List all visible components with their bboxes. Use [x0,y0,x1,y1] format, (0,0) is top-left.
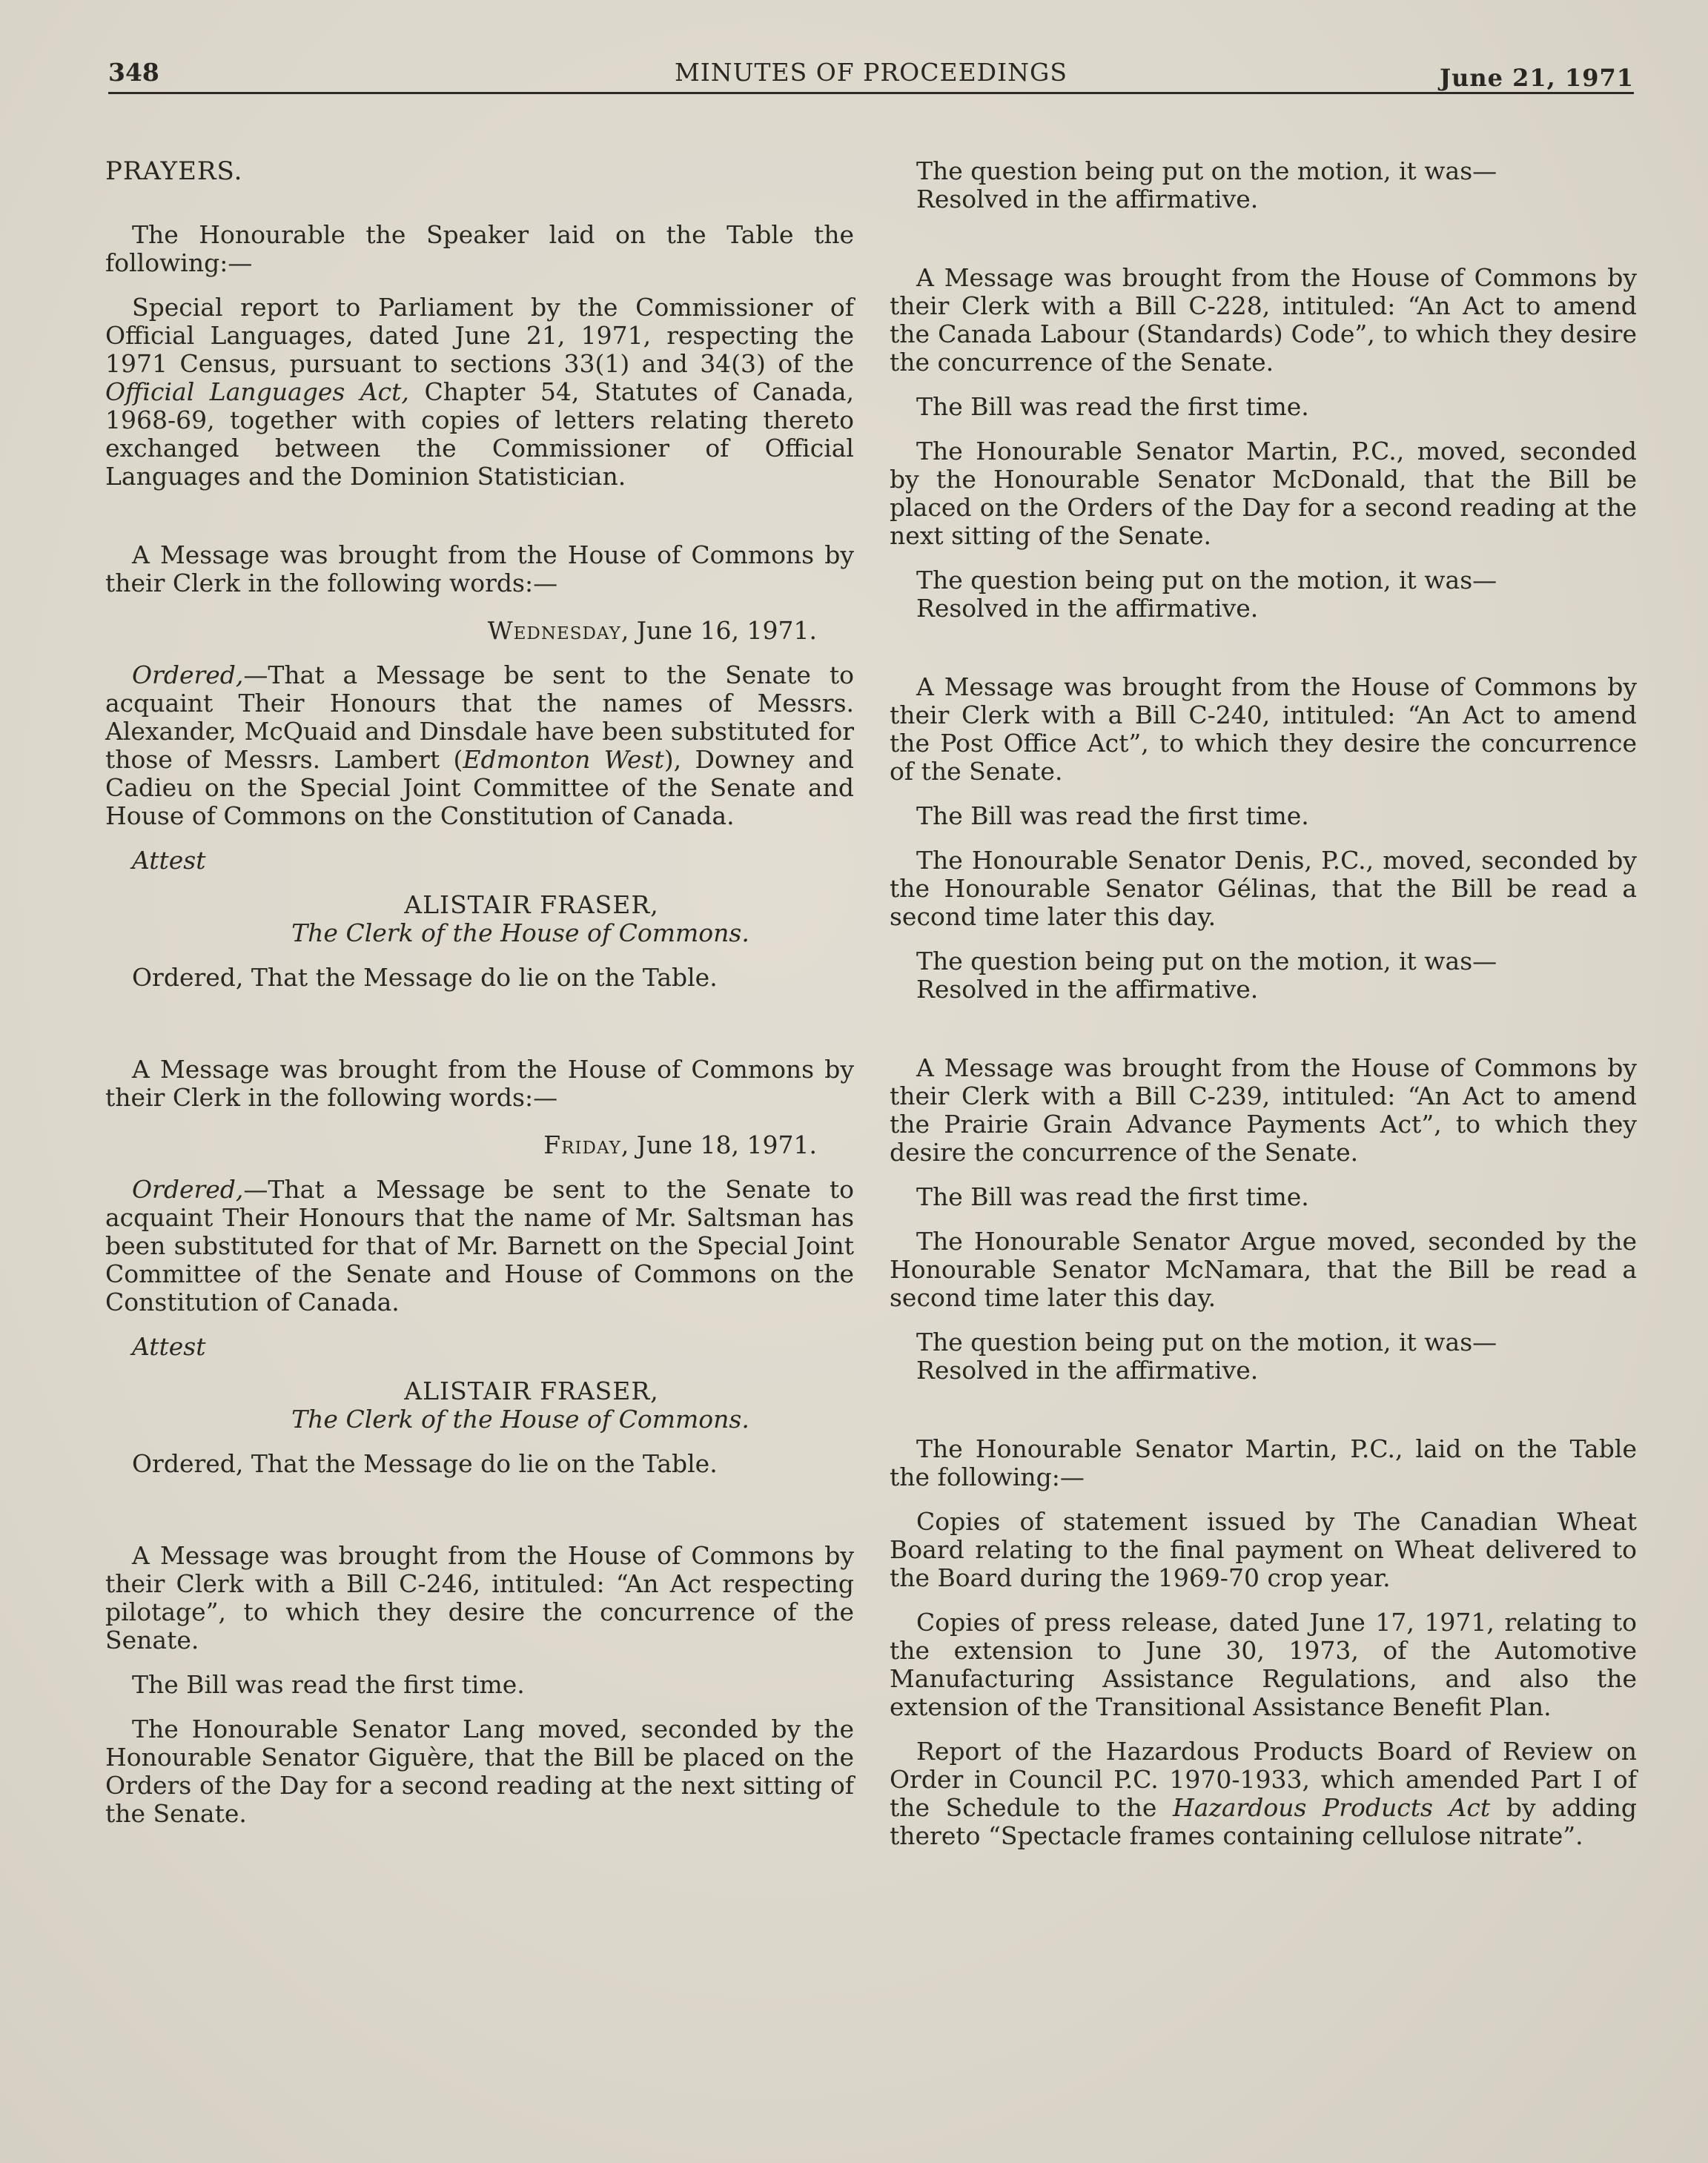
signature-name: ALISTAIR FRASER, [404,890,659,919]
act-title: Hazardous Products Act [1172,1793,1491,1822]
first-reading-paragraph: The Bill was read the first time. [916,392,1309,421]
right-column [890,157,1637,1850]
attest-label: Attest [132,1332,206,1361]
ordered-lie-paragraph: Ordered, That the Message do lie on the Table. [132,963,718,992]
message-2-date: Friday, June 18, 1971. [543,1130,817,1159]
question-line: The question being put on the motion, it was— [916,156,1497,185]
resolved-line: Resolved in the affirmative. [916,185,1259,213]
message-2-body: Ordered,—That a Message be sent to the Senate to acquaint Their Honours that the name of Mr. Saltsman has been substituted for that of Mr. Barnett on the Special Joint Committee of the Senate and House of Commons on the Constitution of Canada. [105,1175,854,1316]
ordered-lie-paragraph: Ordered, That the Message do lie on the Table. [132,1449,718,1478]
special-report-paragraph: Special report to Parliament by the Commissioner of Official Languages, dated June 21, 1971, respecting the 1971 Census, pursuant to sections 33(1) and 34(3) of the Official Languages Act, Chapter 54, Statutes of Canada, 1968-69, together with copies of letters relating thereto exchanged between the Commissioner of Official Languages and the Dominion Statistician. [105,293,854,491]
speaker-laid-paragraph: The Honourable the Speaker laid on the Table the following:— [105,220,854,277]
message-4-intro: A Message was brought from the House of Commons by their Clerk with a Bill C-228, intituled: “An Act to amend the Canada Labour (Standards) Code”, to which they desire the concurrence of the Senate. [890,263,1637,377]
first-reading-paragraph: The Bill was read the first time. [916,1182,1309,1211]
message-2-intro: A Message was brought from the House of Commons by their Clerk in the following words:— [105,1055,854,1112]
header-rule [108,92,1634,94]
signature-role: The Clerk of the House of Commons. [291,918,749,947]
message-3-intro: A Message was brought from the House of Commons by their Clerk with a Bill C-246, intituled: “An Act respecting pilotage”, to which they desire the concurrence of the Senate. [105,1541,854,1654]
attest-label: Attest [132,846,206,875]
martin-laid-paragraph: The Honourable Senator Martin, P.C., laid on the Table the following:— [890,1434,1637,1491]
argue-motion-paragraph: The Honourable Senator Argue moved, seconded by the Honourable Senator McNamara, that the Bill be read a second time later this day. [890,1227,1637,1312]
message-1-intro: A Message was brought from the House of Commons by their Clerk in the following words:— [105,540,854,597]
page-header [108,55,1634,96]
first-reading-paragraph: The Bill was read the first time. [916,801,1309,830]
denis-motion-paragraph: The Honourable Senator Denis, P.C., moved, seconded by the Honourable Senator Gélinas, that the Bill be read a second time later this day. [890,846,1637,931]
message-1-body: Ordered,—That a Message be sent to the Senate to acquaint Their Honours that the names of Messrs. Alexander, McQuaid and Dinsdale have been substituted for those of Messrs. Lambert (Edmonton West), Downey and Cadieu on the Special Joint Committee of the Senate and House of Commons on the Constitution of Canada. [105,660,854,830]
header-date: June 21, 1971 [1439,64,1634,92]
press-release-paragraph: Copies of press release, dated June 17, 1971, relating to the extension to June 30, 1973, of the Automotive Manufacturing Assistance Regulations, and also the extension of the Transitional Assistance Benefit Plan. [890,1608,1637,1721]
resolved-line: Resolved in the affirmative. [916,1356,1259,1385]
left-column [105,157,854,1828]
signature-name: ALISTAIR FRASER, [404,1377,659,1405]
wheat-statement-paragraph: Copies of statement issued by The Canadian Wheat Board relating to the final payment on Wheat delivered to the Board during the 1969-70 crop year. [890,1507,1637,1592]
message-6-intro: A Message was brought from the House of Commons by their Clerk with a Bill C-239, intituled: “An Act to amend the Prairie Grain Advance Payments Act”, to which they desire the concurrence of the Senate. [890,1053,1637,1167]
running-title: MINUTES OF PROCEEDINGS [674,58,1068,87]
question-line: The question being put on the motion, it was— [916,947,1497,975]
first-reading-paragraph: The Bill was read the first time. [132,1670,525,1699]
message-1-date: Wednesday, June 16, 1971. [487,616,817,645]
resolved-line: Resolved in the affirmative. [916,594,1259,623]
hazardous-products-paragraph: Report of the Hazardous Products Board of Review on Order in Council P.C. 1970-1933, which amended Part I of the Schedule to the Hazardous Products Act by adding thereto “Spectacle frames containing cellulose nitrate”. [890,1737,1637,1850]
lang-motion-paragraph: The Honourable Senator Lang moved, seconded by the Honourable Senator Giguère, that the Bill be placed on the Orders of the Day for a second reading at the next sitting of the Senate. [105,1715,854,1828]
question-line: The question being put on the motion, it was— [916,566,1497,594]
page-number: 348 [108,58,159,87]
martin-motion-paragraph: The Honourable Senator Martin, P.C., moved, seconded by the Honourable Senator McDonald, that the Bill be placed on the Orders of the Day for a second reading at the next sitting of the Senate. [890,437,1637,550]
prayers-heading: PRAYERS. [105,156,243,186]
question-line: The question being put on the motion, it was— [916,1328,1497,1357]
act-title: Official Languages Act, [105,377,409,406]
signature-role: The Clerk of the House of Commons. [291,1405,749,1434]
resolved-line: Resolved in the affirmative. [916,975,1259,1004]
message-5-intro: A Message was brought from the House of Commons by their Clerk with a Bill C-240, intituled: “An Act to amend the Post Office Act”, to which they desire the concurrence of the Senate. [890,672,1637,786]
